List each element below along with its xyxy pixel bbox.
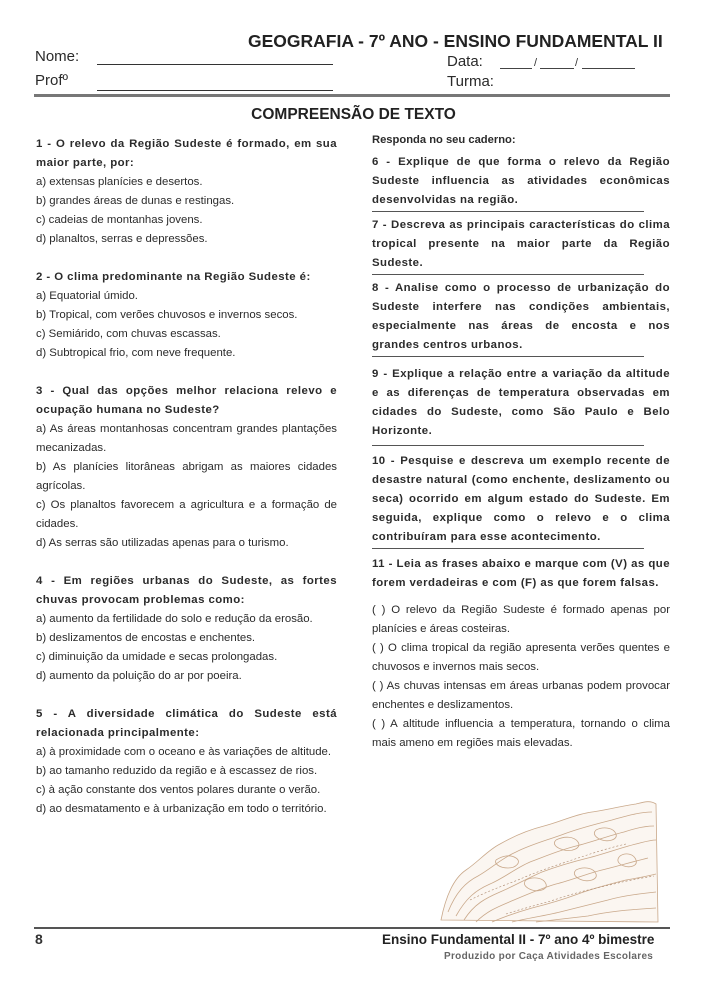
open-question: 10 - Pesquise e descreva um exemplo recente de desastre natural (como enchente, deslizamento ou seca) ocorrido em algum estado do Sudeste. Em seguida, explique como o relevo e o clima contribuíram para esse acontecimento. [372, 455, 670, 543]
option: d) Subtropical frio, com neve frequente. [36, 347, 236, 359]
question-block [36, 135, 337, 249]
open-question: 6 - Explique de que forma o relevo da Região Sudeste influencia as atividades econômicas desenvolvidas na região. [372, 156, 670, 206]
question-text: 3 - Qual das opções melhor relaciona relevo e ocupação humana no Sudeste? [36, 385, 337, 416]
option: b) As planícies litorâneas abrigam as maiores cidades agrícolas. [36, 461, 337, 492]
option: c) Os planaltos favorecem a agricultura e a formação de cidades. [36, 499, 337, 530]
name-label: Nome: [35, 48, 80, 65]
date-day-field[interactable] [500, 68, 532, 69]
open-question: 7 - Descreva as principais características do clima tropical presente na maior parte da Região Sudeste. [372, 219, 670, 269]
question-block [36, 572, 337, 686]
answer-line [372, 274, 644, 275]
answer-line [372, 548, 644, 549]
option: b) ao tamanho reduzido da região e à escassez de rios. [36, 765, 318, 777]
true-false-statement: ( ) O clima tropical da região apresenta verões quentes e chuvosos e invernos mais secos. [372, 642, 670, 673]
footer-divider [34, 927, 670, 929]
question-text: 2 - O clima predominante na Região Sudeste é: [36, 271, 311, 283]
option: d) aumento da poluição do ar por poeira. [36, 670, 242, 682]
option: d) As serras são utilizadas apenas para o turismo. [36, 537, 289, 549]
footer-credit: Produzido por Caça Atividades Escolares [444, 951, 654, 962]
right-column [372, 131, 670, 753]
option: c) cadeias de montanhas jovens. [36, 214, 203, 226]
open-question: 8 - Analise como o processo de urbanização do Sudeste interfere nas condições ambientais, especialmente nas áreas de encosta e nos grandes centros urbanos. [372, 282, 670, 351]
answer-line [372, 211, 644, 212]
option: c) diminuição da umidade e secas prolongadas. [36, 651, 278, 663]
option: c) Semiárido, com chuvas escassas. [36, 328, 221, 340]
left-column [36, 135, 337, 819]
option: a) As áreas montanhosas concentram grandes plantações mecanizadas. [36, 423, 337, 454]
question-block [36, 382, 337, 553]
option: b) grandes áreas de dunas e restingas. [36, 195, 235, 207]
option: a) Equatorial úmido. [36, 290, 138, 302]
date-label: Data: [447, 53, 483, 70]
question-text: 4 - Em regiões urbanas do Sudeste, as fortes chuvas provocam problemas como: [36, 575, 337, 606]
option: d) ao desmatamento e à urbanização em todo o território. [36, 803, 327, 815]
answer-line [372, 356, 644, 357]
date-separator: / [575, 57, 579, 69]
section-subtitle: COMPREENSÃO DE TEXTO [251, 106, 456, 123]
answer-line [372, 445, 644, 446]
page-number: 8 [35, 931, 43, 947]
teacher-label: Profº [35, 72, 68, 89]
option: b) deslizamentos de encostas e enchentes. [36, 632, 256, 644]
relief-map-illustration [436, 800, 662, 926]
question-block [36, 705, 337, 819]
option: a) extensas planícies e desertos. [36, 176, 203, 188]
question-text: 5 - A diversidade climática do Sudeste está relacionada principalmente: [36, 708, 337, 739]
page-title: GEOGRAFIA - 7º ANO - ENSINO FUNDAMENTAL II [248, 31, 663, 51]
header-divider [34, 94, 670, 97]
footer-course: Ensino Fundamental II - 7º ano 4º bimestre [382, 932, 655, 947]
teacher-field[interactable] [97, 90, 333, 91]
option: c) à ação constante dos ventos polares durante o verão. [36, 784, 321, 796]
question-11: 11 - Leia as frases abaixo e marque com (V) as que forem verdadeiras e com (F) as que forem falsas. [372, 558, 670, 589]
true-false-statement: ( ) As chuvas intensas em áreas urbanas podem provocar enchentes e deslizamentos. [372, 680, 670, 711]
option: a) aumento da fertilidade do solo e redução da erosão. [36, 613, 313, 625]
date-month-field[interactable] [540, 68, 574, 69]
true-false-statement: ( ) A altitude influencia a temperatura, tornando o clima mais ameno em regiões mais elevadas. [372, 718, 670, 749]
open-question: 9 - Explique a relação entre a variação da altitude e as diferenças de temperatura observadas em cidades do Sudeste, como São Paulo e Belo Horizonte. [372, 368, 670, 437]
date-year-field[interactable] [582, 68, 635, 69]
instruction: Responda no seu caderno: [372, 134, 516, 146]
option: a) à proximidade com o oceano e às variações de altitude. [36, 746, 332, 758]
name-field[interactable] [97, 64, 333, 65]
question-text: 1 - O relevo da Região Sudeste é formado, em sua maior parte, por: [36, 138, 337, 169]
class-label: Turma: [447, 73, 494, 90]
true-false-statement: ( ) O relevo da Região Sudeste é formado apenas por planícies e áreas costeiras. [372, 604, 670, 635]
date-separator: / [534, 57, 538, 69]
option: b) Tropical, com verões chuvosos e invernos secos. [36, 309, 298, 321]
question-block [36, 268, 337, 363]
option: d) planaltos, serras e depressões. [36, 233, 208, 245]
